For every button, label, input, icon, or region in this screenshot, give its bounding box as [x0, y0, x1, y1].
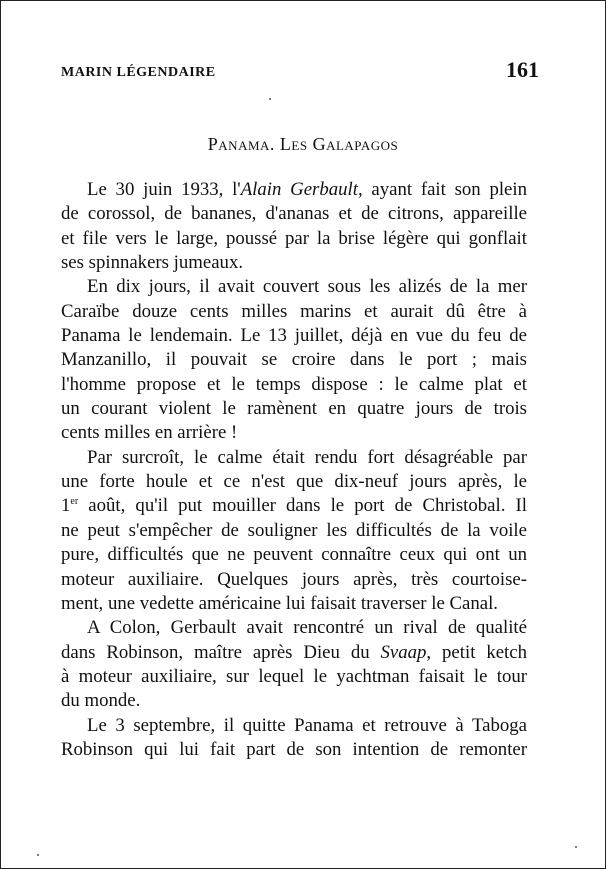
text-line: Caraïbe douze cents milles marins et aurait dû être à — [61, 300, 527, 322]
text-line: Manzanillo, il pouvait se croire dans le port ; mais — [61, 349, 527, 371]
text-line: un courant violent le ramènent en quatre jours de trois — [61, 398, 527, 420]
print-speck — [575, 846, 577, 848]
paragraph — [61, 446, 527, 616]
text-line: Robinson qui lui fait part de son intention de remonter — [61, 738, 527, 760]
superscript: er — [70, 496, 79, 508]
body-text — [61, 178, 527, 762]
print-speck — [269, 98, 271, 100]
italic-text: Alain Gerbault — [240, 179, 358, 200]
page-number: 161 — [506, 57, 539, 82]
chapter-title: Panama. Les Galapagos — [207, 134, 399, 154]
text-line: Le 3 septembre, il quitte Panama et retrouve à Taboga — [87, 714, 527, 736]
text-line: En dix jours, il avait couvert sous les alizés de la mer — [87, 276, 527, 298]
text-line: moteur auxiliaire. Quelques jours après, très courtoise- — [61, 568, 527, 590]
italic-text: Svaap — [380, 641, 427, 663]
paragraph — [61, 714, 527, 763]
text-line: dans Robinson, maître après Dieu du Svaap, petit ketch — [61, 641, 528, 663]
paragraph — [61, 275, 527, 445]
paragraph — [61, 178, 527, 275]
text-line: et file vers le large, poussé par la brise légère qui gonflait — [61, 227, 527, 249]
running-title: MARIN LÉGENDAIRE — [61, 65, 216, 80]
text-line: une forte houle et ce n'est que dix-neuf jours après, le — [61, 471, 527, 493]
text-line: de corossol, de bananes, d'ananas et de citrons, appareille — [61, 203, 527, 225]
paragraph — [61, 616, 527, 713]
text-line: à moteur auxiliaire, sur lequel le yachtman faisait le tour — [61, 665, 527, 687]
text-line: Le 30 juin 1933, l'Alain Gerbault, ayant fait son plein — [87, 179, 528, 200]
text-line: pure, difficultés que ne peuvent connaître ceux qui ont un — [61, 544, 527, 566]
text-line: du monde. — [61, 690, 141, 712]
text-line: 1er août, qu'il put mouiller dans le port de Christobal. Il — [61, 495, 527, 517]
text-line: A Colon, Gerbault avait rencontré un rival de qualité — [87, 617, 527, 639]
text-line: ment, une vedette américaine lui faisait traverser le Canal. — [61, 592, 498, 614]
text-line: ne peut s'empêcher de souligner les difficultés de la voile — [61, 519, 527, 541]
text-line: ses spinnakers jumeaux. — [61, 252, 244, 274]
text-line: cents milles en arrière ! — [61, 422, 238, 444]
print-speck — [37, 854, 39, 856]
text-line: Panama le lendemain. Le 13 juillet, déjà en vue du feu de — [61, 325, 527, 347]
text-line: Par surcroît, le calme était rendu fort désagréable par — [87, 446, 527, 468]
text-line: l'homme propose et le temps dispose : le calme plat et — [61, 373, 527, 395]
